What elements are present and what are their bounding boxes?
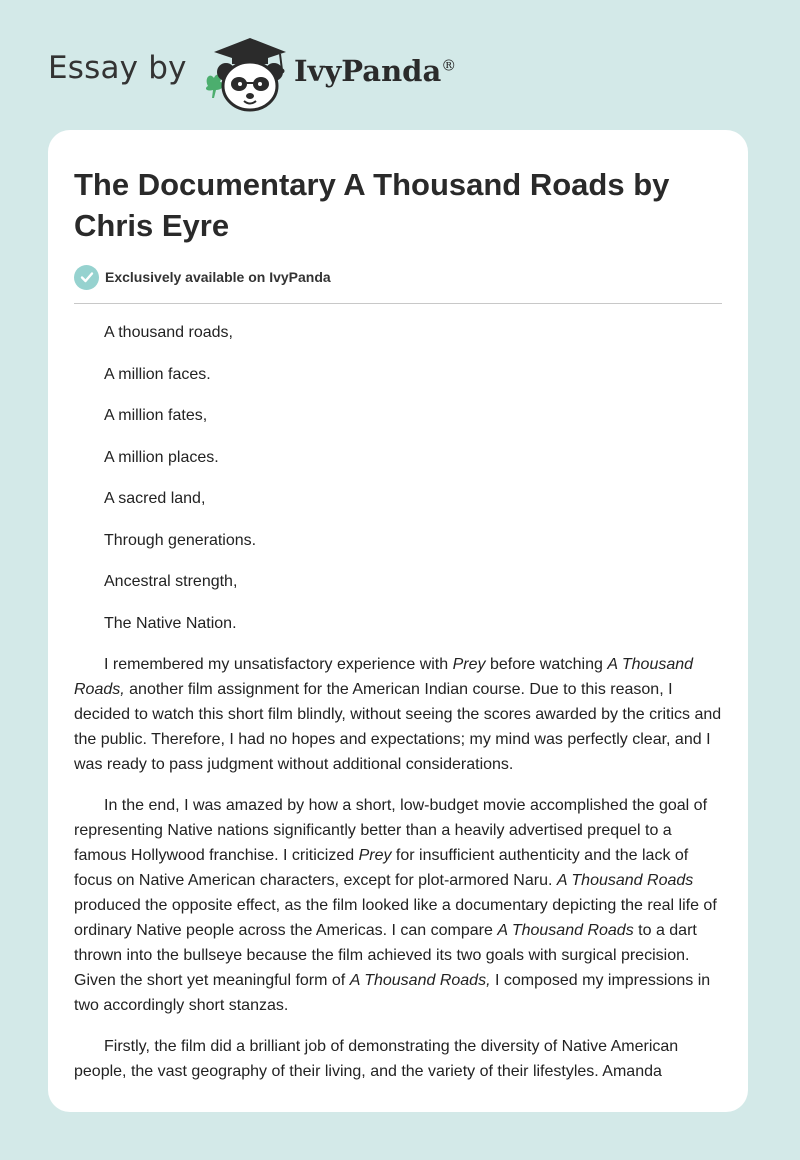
paragraph: [74, 652, 724, 777]
paragraph-text: before watching: [485, 655, 608, 673]
essay-card: [48, 130, 748, 1112]
verse-line: A million fates,: [104, 407, 208, 424]
film-title: A Thousand Roads,: [74, 655, 694, 698]
paragraph-text: another film assignment for the American Indian course. Due to this reason, I decided to watch this short film blindly, without seeing the scores awarded by the critics and the public. Therefore, I had no hopes and expectations; my mind was perfectly clear, and I was ready to pass judgment without additional considerations.: [74, 680, 722, 773]
exclusive-badge: [74, 264, 331, 290]
verse-line: A sacred land,: [104, 490, 206, 507]
film-title: A Thousand Roads: [556, 871, 694, 889]
paragraph-text: I remembered my unsatisfactory experience with: [104, 655, 453, 673]
paragraph: [74, 793, 724, 1018]
exclusive-label: Exclusively available on IvyPanda: [105, 269, 331, 285]
page-title: The Documentary A Thousand Roads by Chris Eyre: [74, 167, 670, 243]
brand-name[interactable]: [294, 54, 456, 88]
brand-prefix: Essay by: [48, 50, 187, 86]
brand-name-text: IvyPanda: [294, 54, 442, 88]
verse-line: Ancestral strength,: [104, 573, 238, 590]
paragraph-text: I composed my impressions in two accordingly short stanzas.: [74, 971, 711, 1014]
verse-line: Through generations.: [104, 531, 257, 549]
film-title: A Thousand Roads,: [349, 971, 491, 989]
brand-registered-mark: ®: [441, 56, 457, 75]
film-title: A Thousand Roads: [497, 921, 634, 939]
paragraph-text: In the end, I was amazed by how a short, low-budget movie accomplished the goal of representing Native nations significantly better than a heavily advertised prequel to a famous Hollywood franchise. I criticized: [74, 796, 708, 864]
divider: [74, 303, 722, 304]
paragraph-text: Firstly, the film did a brilliant job of demonstrating the diversity of Native American people, the vast geography of their living, and the variety of their lifestyles. Amanda: [74, 1037, 679, 1080]
film-title: Prey: [452, 655, 486, 673]
essay-body: [74, 320, 724, 1100]
verse-line: A million faces.: [104, 365, 211, 383]
film-title: Prey: [358, 846, 392, 864]
verse-line: A thousand roads,: [104, 324, 233, 341]
check-icon: [74, 265, 99, 290]
paragraph-text: for insufficient authenticity and the lack of focus on Native American characters, except for plot-armored Naru.: [74, 846, 689, 889]
verse-line: The Native Nation.: [104, 614, 237, 632]
paragraph: [74, 1034, 724, 1084]
paragraph-text: produced the opposite effect, as the film looked like a documentary depicting the real life of ordinary Native people across the Americas. I can compare: [74, 896, 717, 939]
verse-line: A million places.: [104, 448, 219, 466]
panda-graduate-icon[interactable]: [202, 34, 292, 114]
site-header: [48, 30, 508, 114]
paragraph-text: to a dart thrown into the bullseye because the film achieved its two goals with surgical precision. Given the short yet meaningful form of: [74, 921, 697, 989]
